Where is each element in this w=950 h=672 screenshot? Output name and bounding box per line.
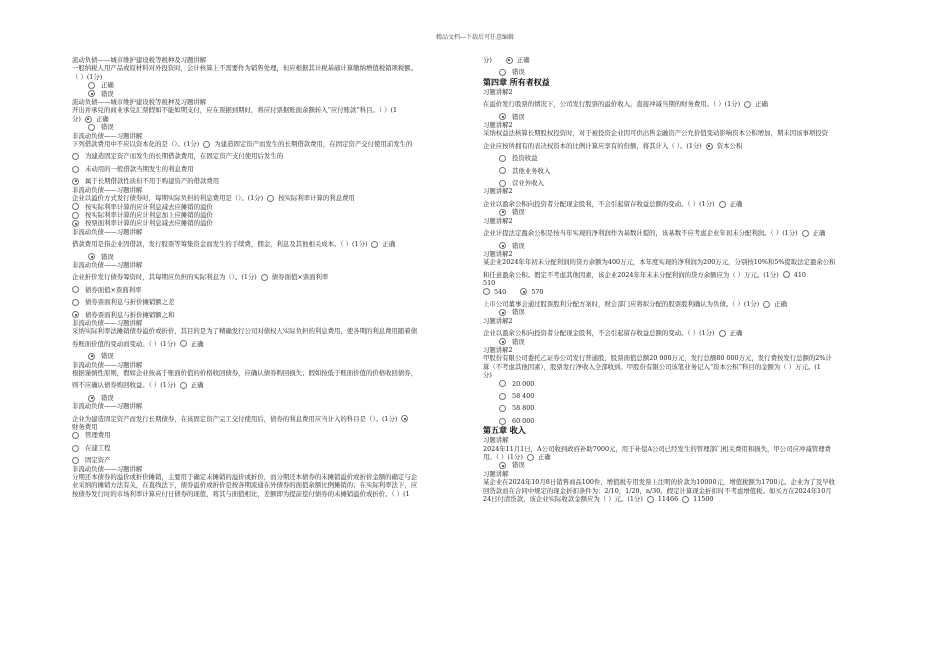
- option[interactable]: 管理费用: [72, 431, 464, 439]
- question-title: 习题讲解2: [483, 216, 513, 225]
- option[interactable]: 按实际利率计算的应计利息加上应摊销的溢价: [72, 211, 464, 219]
- option[interactable]: 营业外收入: [483, 179, 881, 187]
- option[interactable]: 58 400: [483, 392, 881, 400]
- option-wrong[interactable]: 错误: [483, 113, 881, 121]
- radio-icon[interactable]: [499, 418, 506, 425]
- radio-selected-icon[interactable]: [88, 395, 95, 402]
- radio-icon[interactable]: [483, 288, 490, 295]
- option-row: 540 570: [483, 288, 881, 296]
- question-title: 非流动负债——习题讲解: [72, 185, 143, 194]
- question-title: 习题讲解2: [483, 121, 513, 130]
- question-title: 非流动负债——习题讲解: [72, 360, 143, 369]
- option-wrong[interactable]: 错误: [483, 338, 881, 346]
- radio-icon[interactable]: [88, 82, 95, 89]
- question-text-row: 上市公司董事会通过股票股利分配方案时，财会部门应将拟分配的股票股利确认为负债。（ ）(1分) 正确: [483, 299, 788, 308]
- question-title: 非流动负债——习题讲解: [72, 227, 143, 236]
- radio-selected-icon[interactable]: [499, 338, 506, 345]
- question-text-row: 企业以溢价方式发行债券时，每期实际负担的利息费用是（）。(1分) 按实际利率计算的利息费用: [72, 194, 355, 203]
- radio-selected-icon[interactable]: [499, 242, 506, 249]
- option-wrong[interactable]: 错误: [483, 308, 881, 316]
- radio-icon[interactable]: [682, 496, 689, 503]
- radio-selected-icon[interactable]: [72, 311, 79, 318]
- radio-icon[interactable]: [72, 286, 79, 293]
- option-wrong[interactable]: 错误: [72, 394, 464, 402]
- question-text: 根据谨慎性原则，假如企业按高于账面价值的价格收回债券，应确认债券购回损失；假如按低于账面价值的价格收回债券，: [72, 369, 418, 377]
- option[interactable]: 属于长期借款性质但不用于购建资产的借款费用: [72, 177, 464, 185]
- radio-icon[interactable]: [203, 141, 210, 148]
- option[interactable]: 按票面利率计算的应计利息减去应摊销的溢价: [72, 219, 464, 227]
- radio-icon[interactable]: [72, 445, 79, 452]
- radio-icon[interactable]: [802, 230, 809, 237]
- radio-icon[interactable]: [371, 241, 378, 248]
- radio-selected-icon[interactable]: [520, 288, 527, 295]
- radio-icon[interactable]: [72, 212, 79, 219]
- question-text: 按债券发行时的市场利率计算应付日债券的现值，将其与面值相比，差额即为提前偿付债券的未摊销溢价或折价。（ ）(1: [72, 489, 410, 498]
- option-wrong[interactable]: 错误: [483, 461, 881, 469]
- option[interactable]: 58 800: [483, 404, 881, 412]
- question-text: 某企业在2024年10月8日销售商品100件，增值税专用发票上注明的价款为10000元，增值税额为1700元。企业为了及早收: [483, 478, 836, 487]
- radio-icon[interactable]: [719, 201, 726, 208]
- radio-icon[interactable]: [499, 393, 506, 400]
- radio-selected-icon[interactable]: [88, 90, 95, 97]
- radio-selected-icon[interactable]: [506, 57, 513, 64]
- question-text: 分): [483, 371, 492, 380]
- option-wrong[interactable]: 错误: [483, 68, 881, 76]
- option[interactable]: 按实际利率计算的应计利息减去应摊销的溢价: [72, 203, 464, 211]
- radio-icon[interactable]: [527, 454, 534, 461]
- page-header: 精品文档---下载后可任意编辑: [435, 34, 515, 41]
- question-text: 2024年11月1日，A公司收到政府补助7000元，用于补偿A公司已经发生的管理部门相关费用和损失，甲公司应冲减管理费: [483, 444, 831, 453]
- radio-icon[interactable]: [180, 382, 187, 389]
- option[interactable]: 投资收益: [483, 154, 881, 162]
- question-text-row: 24日付清货款，该企业实际收款金额应为（ ）元。(1分) 11466 11500: [483, 495, 714, 504]
- option-label: 财务费用: [72, 423, 98, 432]
- question-title: 习题讲解: [483, 436, 509, 445]
- chapter-heading: 第四章 所有者权益: [483, 77, 550, 87]
- radio-selected-icon[interactable]: [72, 178, 79, 185]
- radio-icon[interactable]: [72, 153, 79, 160]
- option-label: 510: [483, 279, 496, 288]
- radio-selected-icon[interactable]: [499, 309, 506, 316]
- option-wrong[interactable]: 错误: [483, 242, 881, 250]
- option[interactable]: 固定资产: [72, 456, 464, 464]
- option-wrong[interactable]: 错误: [483, 208, 881, 216]
- question-text-row: 企业以盈余公积向投资者分配现金股利，不会引起留存收益总额的变动。（ ）(1分) 正确: [483, 329, 743, 338]
- radio-icon[interactable]: [72, 457, 79, 464]
- question-text-row: 企业计提法定盈余公积是按当年实现的净利润作为基数计提的，该基数不应考虑企业年初未分配利润。（ ）(1分) 正确: [483, 229, 826, 238]
- question-text: 回货款而在合同中规定的现金折扣条件为：2/10，1/20，n/30。假定计算现金折扣时不考虑增值税。如买方在2024年10月: [483, 486, 832, 495]
- radio-icon[interactable]: [744, 101, 751, 108]
- question-text: 算（不考虑其他因素），股票发行净收入全部收到。甲股份有限公司该笔业务记入“资本公积”科目的金额为（ ）万元。(1: [483, 362, 821, 371]
- radio-selected-icon[interactable]: [401, 415, 408, 422]
- option[interactable]: 债券面值×票面利率: [72, 286, 464, 294]
- radio-selected-icon[interactable]: [88, 353, 95, 360]
- question-text: 一般纳税人用产品或原材料对外投资时，会计核算上不需要作为销售处理，但应根据其计税基础计算缴纳增值税销项税额。: [72, 64, 418, 73]
- question-title: 习题讲解2: [483, 187, 513, 196]
- question-text: 甲股份有限公司委托乙证券公司发行普通股，股票面值总额20 000万元，发行总额80 000万元，发行费按发行总额的2%计: [483, 354, 832, 363]
- question-text-row: 和任意盈余公积。假定不考虑其他因素，该企业2024年年末未分配利润的贷方余额应为（ ）万元。(1分) 410: [483, 270, 806, 279]
- option-wrong[interactable]: 错误: [72, 90, 464, 98]
- radio-icon[interactable]: [647, 496, 654, 503]
- question-score-row: 分) 正确: [72, 114, 109, 123]
- question-text: 开出并承兑的商业承兑汇票假如不能如期支付，应在票据到期时，将应付票据账面余额转入“应付账款”科目。（ ）(1: [72, 106, 398, 115]
- radio-selected-icon[interactable]: [706, 143, 713, 150]
- option[interactable]: 为建造固定资产而发生的长期借款费用，在固定资产支付使用后发生的: [72, 152, 464, 160]
- option[interactable]: 在建工程: [72, 444, 464, 452]
- radio-selected-icon[interactable]: [72, 220, 79, 227]
- radio-icon[interactable]: [72, 203, 79, 210]
- radio-icon[interactable]: [72, 432, 79, 439]
- radio-icon[interactable]: [499, 180, 506, 187]
- radio-selected-icon[interactable]: [85, 116, 92, 123]
- right-column: [483, 56, 881, 503]
- question-text-row: 则不应确认债券购回收益。（ ）(1分) 正确: [72, 381, 204, 390]
- option-wrong[interactable]: 错误: [72, 352, 464, 360]
- question-title: 习题讲解2: [483, 345, 513, 354]
- option[interactable]: 其他业务收入: [483, 167, 881, 175]
- radio-icon[interactable]: [88, 124, 95, 131]
- question-title: 流动负债——城市维护建设税等税种及习题讲解: [72, 98, 207, 107]
- question-text-row: 下列借款费用中不应以资本化的是（）。(1分) 为建造固定资产而发生的长期借款费用，在固定资产交付使用前发生的: [72, 140, 413, 149]
- question-title: 习题讲解2: [483, 316, 513, 325]
- radio-selected-icon[interactable]: [88, 253, 95, 260]
- radio-icon[interactable]: [499, 167, 506, 174]
- question-score: （ ）(1分): [72, 72, 103, 81]
- question-title: 流动负债——城市维护建设税等税种及习题讲解: [72, 56, 207, 64]
- question-text-row: 企业以盈余公积向投资者分配现金股利，不会引起留存收益总额的变动。（ ）(1分) 正确: [483, 199, 743, 208]
- question-text-row: 企业应按所拥有的表决权资本的比例计算应享有的份额，将其计入（ ）。(1分) 资本公积: [483, 141, 743, 150]
- question-text-row: 券账面价值的变动而变动。（ ）(1分) 正确: [72, 339, 204, 348]
- question-text-row: 借款费用是指企业因借款，发行股票等筹集资金而发生的手续费，佣金，利息及其他相关成本。（ ）(1分) 正确: [72, 240, 396, 249]
- question-title: 习题讲解2: [483, 87, 513, 96]
- radio-icon[interactable]: [763, 301, 770, 308]
- question-title: 非流动负债——习题讲解: [72, 260, 143, 269]
- option[interactable]: 债券票面利息与折价摊销额之差: [72, 298, 464, 306]
- radio-icon[interactable]: [719, 330, 726, 337]
- option[interactable]: 债券票面利息与折价摊销额之和: [72, 311, 464, 319]
- question-text: 某企业2024年年初未分配利润的贷方余额为400万元，本年度实现的净利润为200万元，分别按10%和5%提取法定盈余公积: [483, 258, 836, 267]
- option[interactable]: 60 000: [483, 417, 881, 425]
- option-wrong[interactable]: 错误: [72, 123, 464, 131]
- question-title: 非流动负债——习题讲解: [72, 464, 143, 473]
- question-text: 采纳权益法核算长期股权投资时，对于被投资企业因可供出售金融资产公允价值变动影响资本公积增加，期末因该事项投资: [483, 129, 829, 138]
- question-title: 非流动负债——习题讲解: [72, 131, 143, 140]
- option-correct[interactable]: 正确: [72, 81, 464, 89]
- radio-icon[interactable]: [783, 271, 790, 278]
- radio-icon[interactable]: [180, 340, 187, 347]
- question-text: 分期还本债券的溢价或折价摊销，主要用于确定未摊销的溢价或折价，而分期还本债券的未摊销溢价或折价金额的确定与企: [72, 473, 418, 482]
- radio-icon[interactable]: [499, 155, 506, 162]
- question-title: 习题讲解2: [483, 249, 513, 258]
- question-text-row: 企业折价发行债券筹资时，其每期应负担的实际利息为（）。(1分) 债券面值×票面利率: [72, 273, 329, 282]
- radio-icon[interactable]: [267, 195, 274, 202]
- radio-icon[interactable]: [499, 69, 506, 76]
- question-text: 业采纳的摊销方法有关，在直线法下，债券溢价或折价是按各期流通在外债券的面值余额比例摊销的；在实际利率法下，应: [72, 481, 418, 490]
- option[interactable]: 未动用的一般借款当期发生的利息费用: [72, 165, 464, 173]
- radio-icon[interactable]: [72, 299, 79, 306]
- question-text-row: 用。（ ）(1分) 正确: [483, 453, 551, 462]
- radio-selected-icon[interactable]: [499, 462, 506, 469]
- question-title: 非流动负债——习题讲解: [72, 318, 143, 327]
- question-text: 采纳实际利率法摊销债券溢价或折价，其目的是为了精确发行公司对债权人实际负担的利息费用，使各期的利息费用随着债: [72, 327, 418, 336]
- radio-icon[interactable]: [499, 380, 506, 387]
- radio-selected-icon[interactable]: [499, 209, 506, 216]
- question-score-row: 分) 正确: [483, 56, 530, 64]
- chapter-heading: 第五章 收入: [483, 426, 526, 436]
- radio-icon[interactable]: [499, 405, 506, 412]
- option-wrong[interactable]: 错误: [72, 253, 464, 261]
- radio-icon[interactable]: [72, 166, 79, 173]
- left-column: [72, 56, 464, 498]
- question-title: 非流动负债——习题讲解: [72, 402, 143, 411]
- question-title: 习题讲解: [483, 469, 509, 478]
- question-text-row: 企业为建造固定资产而发行长期债券，在该固定资产完工交付使用后，债券的利息费用应当计入的科目是（）。(1分): [72, 415, 464, 423]
- radio-selected-icon[interactable]: [499, 113, 506, 120]
- radio-icon[interactable]: [261, 274, 268, 281]
- question-text-row: 在溢价发行股票的情况下，公司发行股票的溢价收入，直接冲减当期的财务费用。（ ）(1分) 正确: [483, 100, 768, 109]
- option[interactable]: 20 000: [483, 380, 881, 388]
